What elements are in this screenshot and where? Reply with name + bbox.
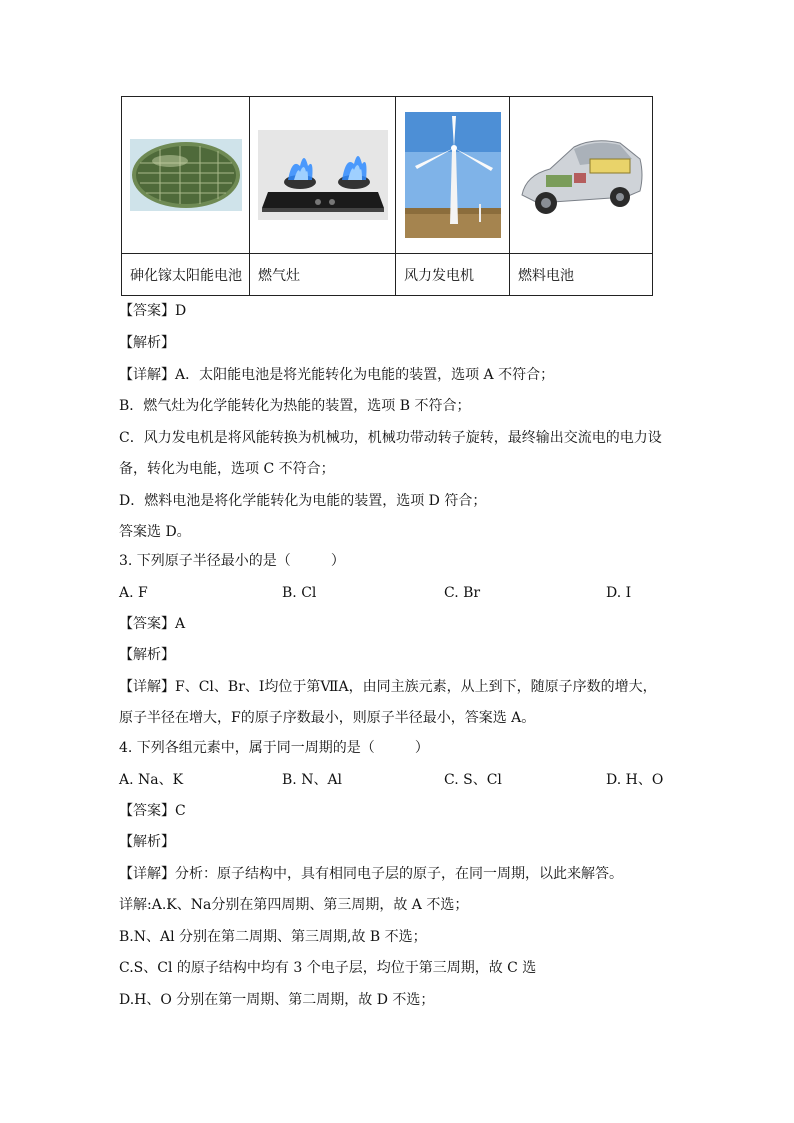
q4-detail-line: 【详解】分析：原子结构中，具有相同电子层的原子，在同一周期，以此来解答。 [119, 866, 623, 882]
q4-stem-close: ） [414, 740, 429, 756]
q4-analysis-label: 【解析】 [119, 834, 175, 850]
q2-analysis-label: 【解析】 [119, 335, 175, 351]
q4-option-a: A. Na、K [119, 772, 184, 788]
q3-stem-close: ） [330, 553, 345, 569]
table-cell-wind [396, 97, 510, 254]
q3-option-d: D. I [606, 585, 632, 601]
q3-option-b: B. Cl [282, 585, 317, 601]
fuel-cell-car-image [516, 125, 646, 225]
caption-wind: 风力发电机 [396, 254, 510, 296]
q2-detail-line: 备，转化为电能，选项 C 不符合； [119, 461, 335, 477]
q4-option-d: D. H、O [606, 772, 664, 788]
q4-stem [119, 738, 429, 758]
q4-stem-text: 4. 下列各组元素中，属于同一周期的是（ [119, 740, 375, 756]
q4-option-b: B. N、Al [282, 772, 343, 788]
table-cell-solar [122, 97, 250, 254]
q3-option-a: A. F [119, 585, 148, 601]
q2-answer: 【答案】D [119, 303, 187, 319]
q4-option-c: C. S、Cl [444, 772, 502, 788]
q4-detail-line: B.N、Al 分别在第二周期、第三周期,故 B 不选； [119, 929, 427, 945]
caption-stove: 燃气灶 [250, 254, 396, 296]
q3-answer: 【答案】A [119, 616, 186, 632]
caption-fuelcell: 燃料电池 [510, 254, 653, 296]
q3-detail-line: 【详解】F、Cl、Br、I均位于第ⅦA，由同主族元素，从上到下，随原子序数的增大， [119, 679, 657, 695]
q2-detail-line: B．燃气灶为化学能转化为热能的装置，选项 B 不符合； [119, 398, 471, 414]
table-cell-stove [250, 97, 396, 254]
q3-analysis-label: 【解析】 [119, 647, 175, 663]
q2-detail-line: C．风力发电机是将风能转换为机械功，机械功带动转子旋转，最终输出交流电的电力设 [119, 430, 662, 446]
q2-detail-line: 答案选 D。 [119, 524, 191, 540]
q2-detail-line: 【详解】A．太阳能电池是将光能转化为电能的装置，选项 A 不符合； [119, 367, 555, 383]
q4-answer: 【答案】C [119, 803, 186, 819]
q4-detail-line: C.S、Cl 的原子结构中均有 3 个电子层，均位于第三周期，故 C 选 [119, 960, 537, 976]
wind-turbine-image [405, 112, 501, 238]
q4-detail-line: D.H、O 分别在第一周期、第二周期，故 D 不选； [119, 992, 435, 1008]
q3-detail-line: 原子半径在增大，F的原子序数最小，则原子半径最小，答案选 A。 [119, 710, 536, 726]
q2-detail-line: D．燃料电池是将化学能转化为电能的装置，选项 D 符合； [119, 493, 487, 509]
q4-detail-line: 详解:A.K、Na分别在第四周期、第三周期，故 A 不选； [119, 897, 469, 913]
energy-devices-table [121, 96, 653, 296]
caption-solar: 砷化镓太阳能电池 [122, 254, 250, 296]
gas-stove-image [258, 130, 388, 220]
q3-stem-text: 3. 下列原子半径最小的是（ [119, 553, 291, 569]
q3-stem [119, 551, 345, 571]
solar-cell-image [130, 139, 242, 211]
table-cell-fuelcell [510, 97, 653, 254]
q3-option-c: C. Br [444, 585, 481, 601]
